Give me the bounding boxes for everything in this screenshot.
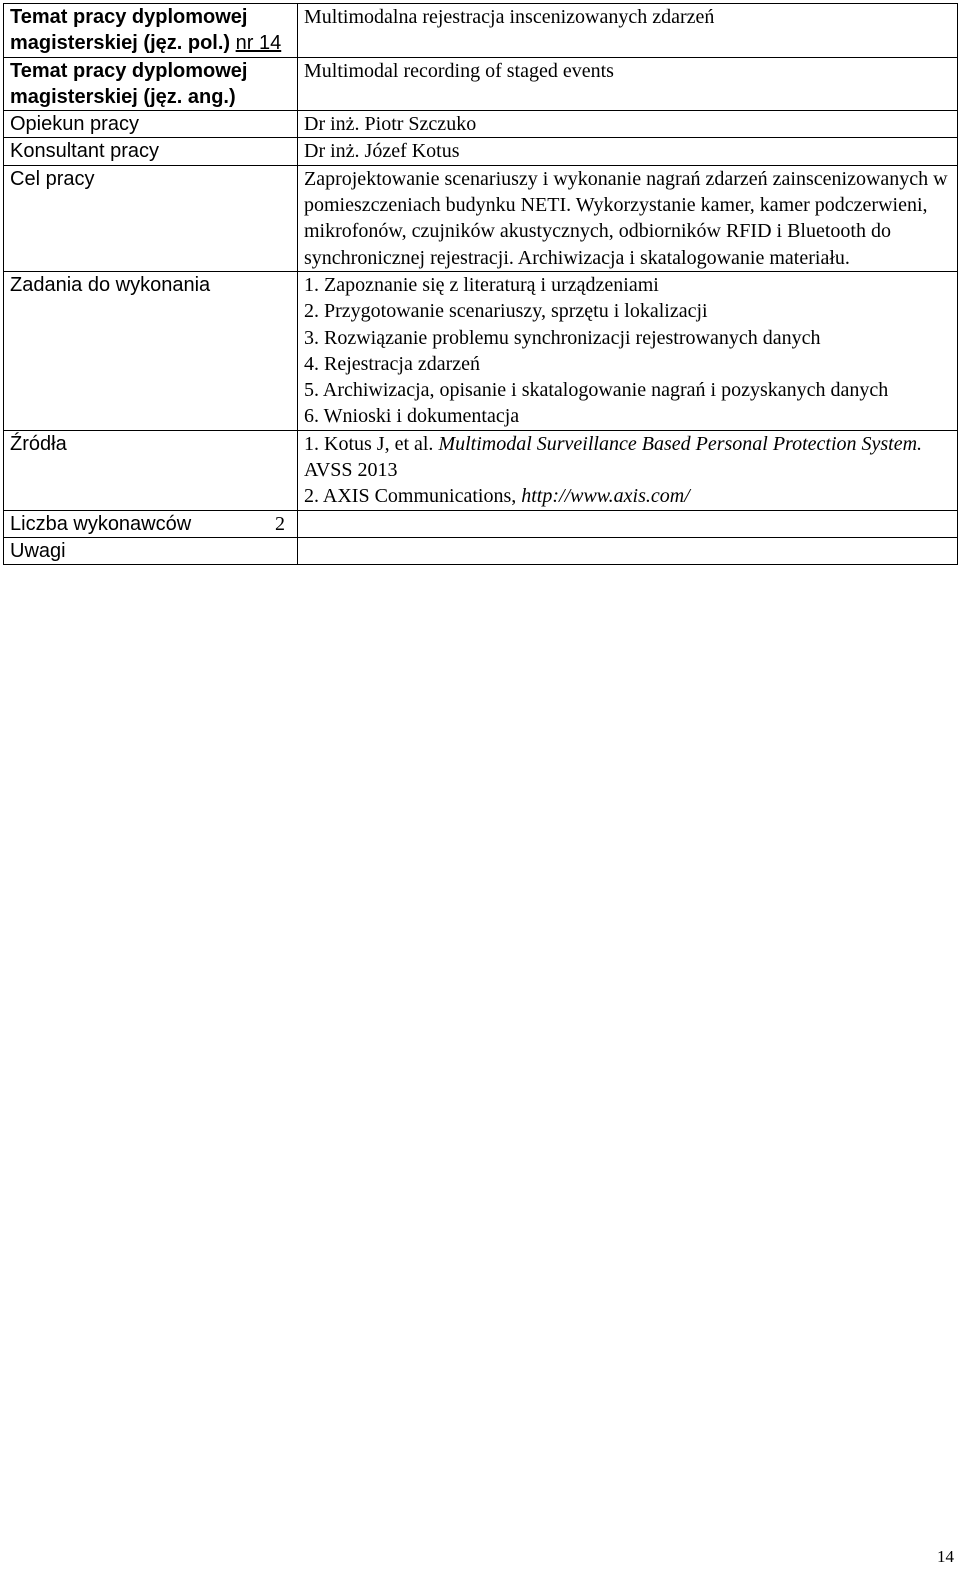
label-topic-pl: Temat pracy dyplomowej magisterskiej (jęz. pol.) nr 14 — [4, 4, 298, 58]
value-topic-pl: Multimodalna rejestracja inscenizowanych zdarzeń — [298, 4, 958, 58]
label-supervisor: Opiekun pracy — [4, 111, 298, 138]
row-consultant — [4, 138, 958, 165]
source-title: Multimodal Surveillance Based Personal Protection System. — [438, 432, 923, 455]
task-item: 4. Rejestracja zdarzeń — [304, 352, 481, 375]
value-notes — [298, 537, 958, 564]
value-count: 2 — [275, 512, 285, 535]
label-tasks: Zadania do wykonania — [4, 271, 298, 430]
label-notes: Uwagi — [4, 537, 298, 564]
label-goal: Cel pracy — [4, 165, 298, 271]
source-url: http://www.axis.com/ — [521, 485, 690, 508]
task-item: 2. Przygotowanie scenariuszy, sprzętu i lokalizacji — [304, 300, 708, 323]
row-topic-en — [4, 57, 958, 111]
row-notes — [4, 537, 958, 564]
row-supervisor — [4, 111, 958, 138]
row-topic-pl — [4, 4, 958, 58]
page-number: 14 — [937, 1547, 954, 1566]
label-count: Liczba wykonawców 2 — [4, 510, 298, 537]
value-consultant: Dr inż. Józef Kotus — [298, 138, 958, 165]
source-item: 1. Kotus J, et al. Multimodal Surveillance Based Personal Protection System. AVSS 2013 — [304, 432, 923, 482]
value-count-cell — [298, 510, 958, 537]
row-count — [4, 510, 958, 537]
task-item: 6. Wnioski i dokumentacja — [304, 405, 520, 428]
task-item: 3. Rozwiązanie problemu synchronizacji rejestrowanych danych — [304, 326, 821, 349]
value-supervisor: Dr inż. Piotr Szczuko — [298, 111, 958, 138]
row-sources — [4, 430, 958, 510]
label-sources: Źródła — [4, 430, 298, 510]
value-goal: Zaprojektowanie scenariuszy i wykonanie nagrań zdarzeń zainscenizowanych w pomieszczeniach budynku NETI. Wykorzystanie kamer, kamer podczerwieni, mikrofonów, czujników akustycznych, odbiorników RFID i Bluetooth do synchronicznej rejestracji. Archiwizacja i skatalogowanie materiału. — [298, 165, 958, 271]
label-consultant: Konsultant pracy — [4, 138, 298, 165]
task-item: 1. Zapoznanie się z literaturą i urządzeniami — [304, 273, 659, 296]
value-sources — [298, 430, 958, 510]
source-item: 2. AXIS Communications, http://www.axis.com/ — [304, 485, 690, 508]
row-goal — [4, 165, 958, 271]
thesis-topic-table — [3, 3, 958, 565]
value-topic-en: Multimodal recording of staged events — [298, 57, 958, 111]
row-tasks — [4, 271, 958, 430]
value-tasks — [298, 271, 958, 430]
label-topic-en: Temat pracy dyplomowej magisterskiej (jęz. ang.) — [4, 57, 298, 111]
task-item: 5. Archiwizacja, opisanie i skatalogowanie nagrań i pozyskanych danych — [304, 379, 889, 402]
